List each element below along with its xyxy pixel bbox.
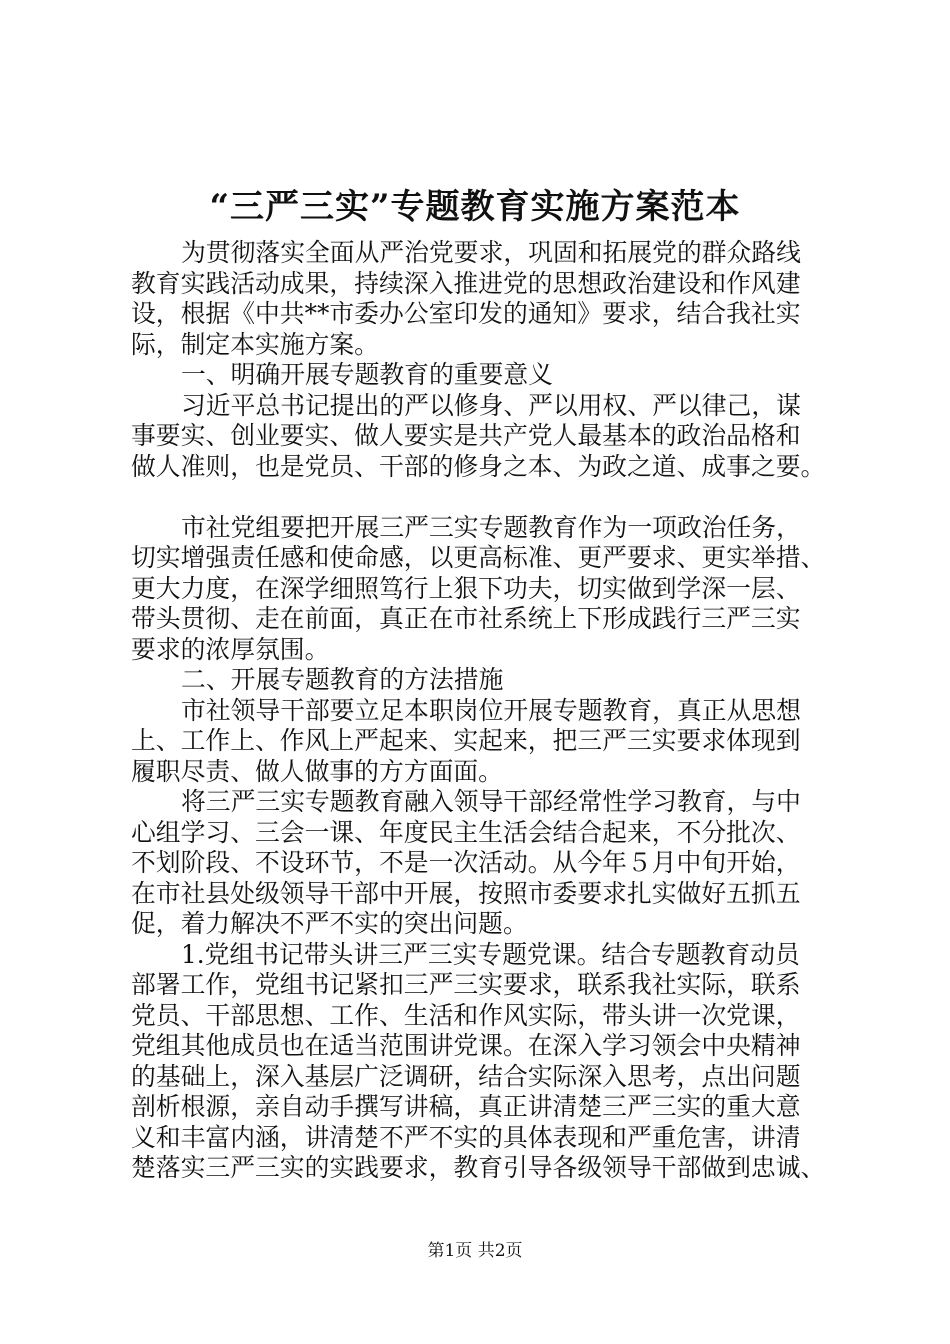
paragraph-line: 市社党组要把开展三严三实专题教育作为一项政治任务， [181, 512, 801, 542]
paragraph-line: 剖析根源，亲自动手撰写讲稿，真正讲清楚三严三实的重大意 [131, 1092, 801, 1121]
paragraph-line: 将三严三实专题教育融入领导干部经常性学习教育，与中 [181, 787, 801, 816]
paragraph-line: 事要实、创业要实、做人要实是共产党人最基本的政治品格和 [131, 421, 801, 450]
paragraph-line: 1.党组书记带头讲三严三实专题党课。结合专题教育动员 [181, 939, 800, 969]
document-body [131, 238, 831, 1184]
paragraph-line: 更大力度，在深学细照笃行上狠下功夫，切实做到学深一层、 [131, 573, 801, 603]
page-number-footer: 第1页 共2页 [427, 1241, 523, 1261]
paragraph-line: 部署工作，党组书记紧扣三严三实要求，联系我社实际，联系 [131, 970, 801, 999]
paragraph-line: 切实增强责任感和使命感，以更高标准、更严要求、更实举措、 [131, 543, 826, 572]
paragraph-line: 教育实践活动成果，持续深入推进党的思想政治建设和作风建 [131, 268, 801, 298]
paragraph-line: 为贯彻落实全面从严治党要求，巩固和拓展党的群众路线 [181, 238, 801, 267]
document-title: “三严三实”专题教育实施方案范本 [209, 187, 741, 227]
paragraph-line: 市社领导干部要立足本职岗位开展专题教育，真正从思想 [181, 695, 801, 725]
paragraph-line: 际，制定本实施方案。 [131, 329, 379, 359]
paragraph-line: 做人准则，也是党员、干部的修身之本、为政之道、成事之要。 [131, 451, 826, 481]
paragraph-line: 的基础上，深入基层广泛调研，结合实际深入思考，点出问题 [131, 1061, 801, 1091]
paragraph-line: 不划阶段、不设环节，不是一次活动。从今年５月中旬开始， [131, 848, 801, 877]
section-heading: 一、明确开展专题教育的重要意义 [181, 360, 553, 389]
paragraph-line: 在市社县处级领导干部中开展，按照市委要求扎实做好五抓五 [131, 878, 801, 908]
paragraph-line: 上、工作上、作风上严起来、实起来，把三严三实要求体现到 [131, 726, 801, 755]
paragraph-line: 习近平总书记提出的严以修身、严以用权、严以律己，谋 [181, 390, 801, 420]
paragraph-line: 履职尽责、做人做事的方方面面。 [131, 756, 503, 786]
paragraph-line: 党员、干部思想、工作、生活和作风实际，带头讲一次党课， [131, 1000, 801, 1030]
blank-line [131, 482, 831, 513]
paragraph-line: 带头贯彻、走在前面，真正在市社系统上下形成践行三严三实 [131, 604, 801, 633]
paragraph-line: 楚落实三严三实的实践要求，教育引导各级领导干部做到忠诚、 [131, 1153, 826, 1182]
paragraph-line: 设，根据《中共**市委办公室印发的通知》要求，结合我社实 [131, 299, 801, 328]
section-heading: 二、开展专题教育的方法措施 [181, 665, 504, 694]
paragraph-line: 党组其他成员也在适当范围讲党课。在深入学习领会中央精神 [131, 1031, 801, 1060]
paragraph-line: 要求的浓厚氛围。 [131, 634, 330, 664]
paragraph-line: 心组学习、三会一课、年度民主生活会结合起来，不分批次、 [131, 817, 801, 847]
paragraph-line: 义和丰富内涵，讲清楚不严不实的具体表现和严重危害，讲清 [131, 1122, 801, 1152]
paragraph-line: 促，着力解决不严不实的突出问题。 [131, 909, 528, 938]
